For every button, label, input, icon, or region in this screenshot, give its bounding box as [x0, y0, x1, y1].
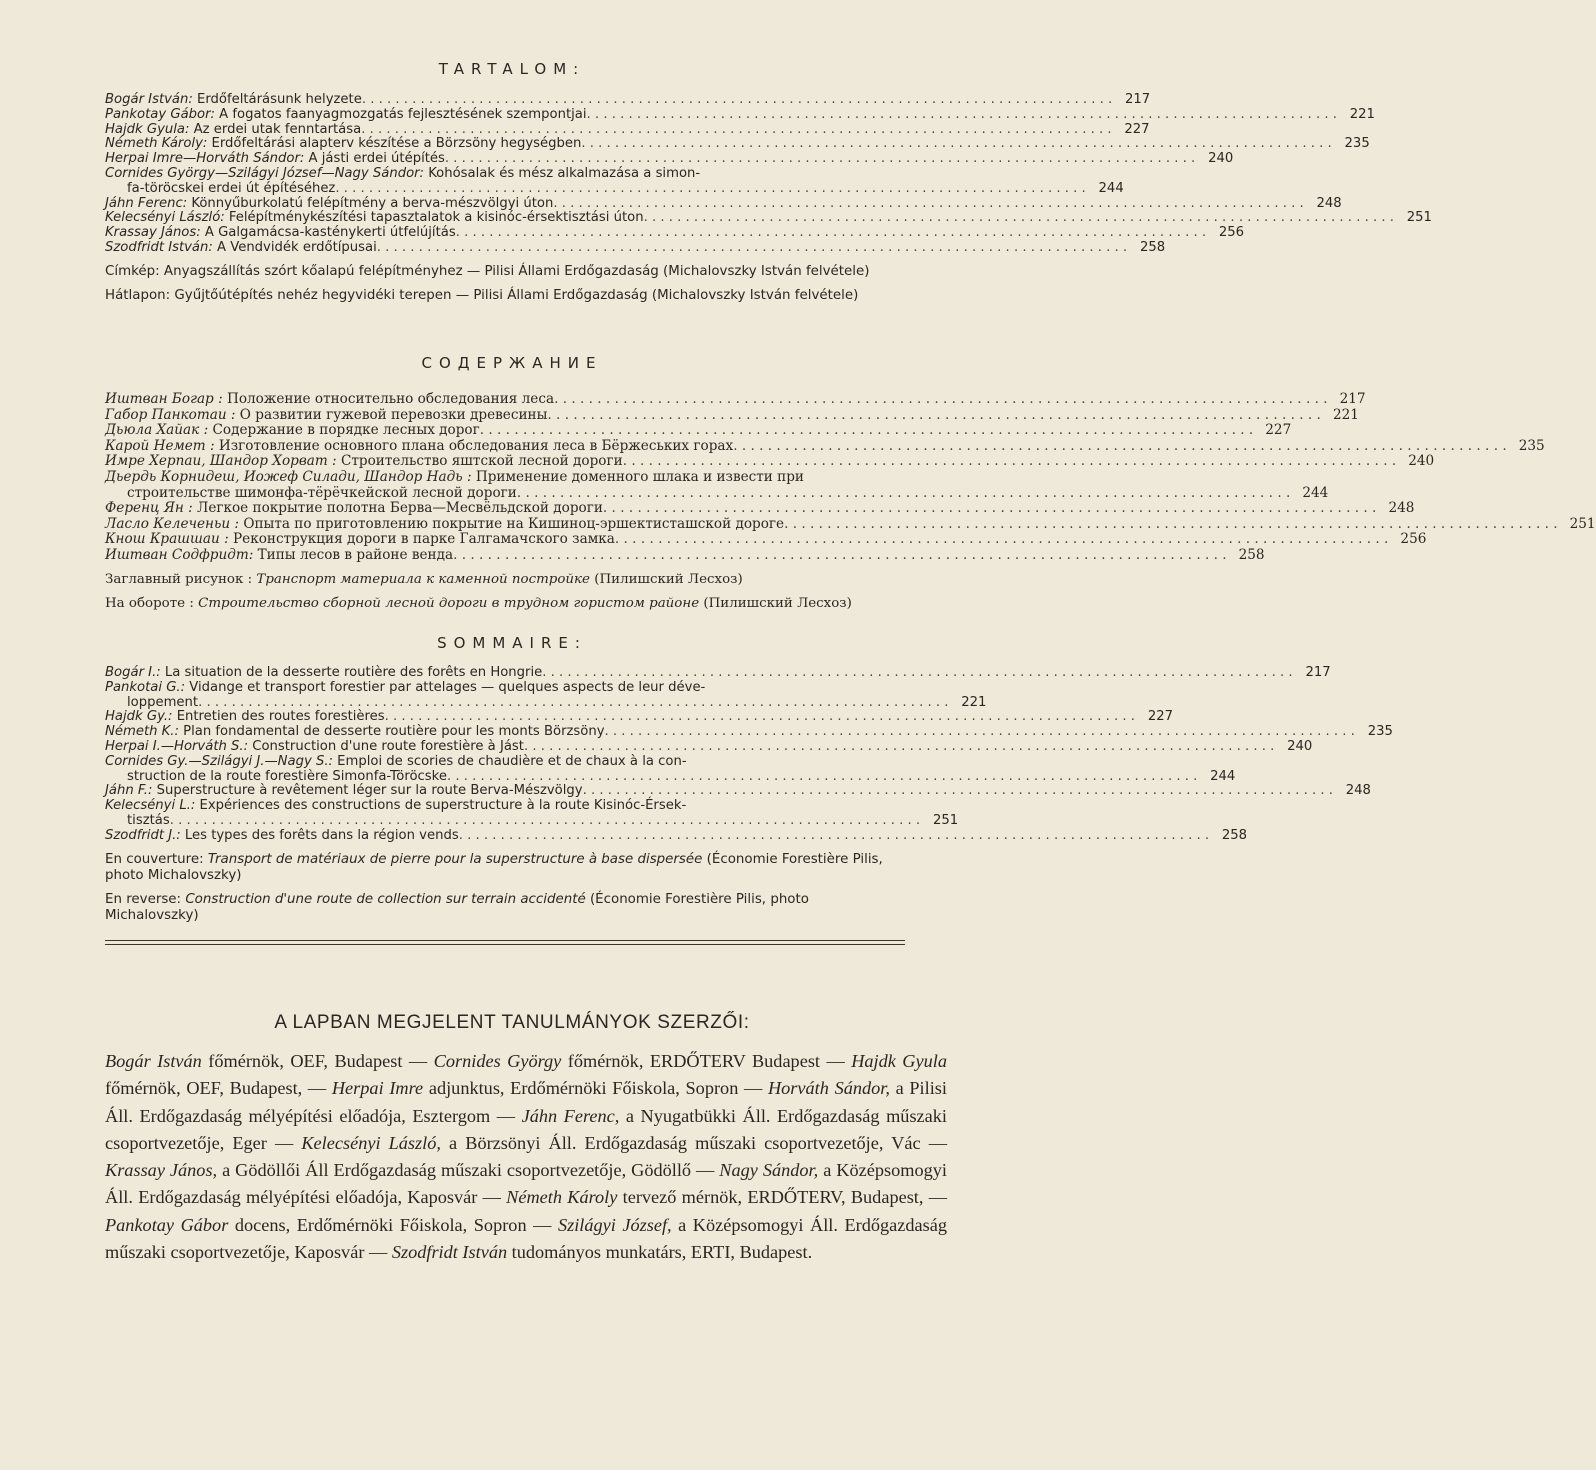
- toc-page-number: 240: [1408, 453, 1435, 470]
- toc-entry-author: Pankotai G.:: [105, 679, 186, 695]
- toc-entry-title: Vidange et transport forestier par attelages — quelques aspects de leur déve-: [185, 679, 706, 695]
- toc-entry-title: О развитии гужевой перевозки древесины: [235, 406, 548, 423]
- toc-entry-text: [105, 784, 583, 799]
- toc-entry-text: [105, 470, 905, 486]
- cover-caption-title: Транспорт материала к каменной постройке: [256, 571, 590, 587]
- author-name: Bogár István: [105, 1051, 202, 1071]
- toc-entry-line: [105, 709, 1173, 725]
- toc-entry-author: Cornides Gy.—Szilágyi J.—Nagy S.:: [105, 753, 333, 769]
- toc-entry-line: [105, 681, 905, 696]
- toc-page-number: 235: [1344, 136, 1370, 152]
- toc-entry-author: Bogár I.:: [105, 665, 161, 680]
- toc-entry-author: Иштван Содфридт:: [105, 546, 254, 563]
- toc-entry-title: Kohósalak és mész alkalmazása a simon-: [424, 165, 701, 181]
- authors-heading: A LAPBAN MEGJELENT TANULMÁNYOK SZERZŐI:: [274, 1012, 750, 1033]
- toc-entry: [105, 151, 1234, 167]
- toc-leader-dots: . . . . . . . . . . . . . . . . . . . . . . . . . . . . . . . . . . . . . . . . . . . . . . . . . . . . . . . . . . . . . . . . . . . . . . . . . . . . . . . . . . . . . . . . . .: [553, 195, 1304, 211]
- toc-entry: [105, 453, 1435, 470]
- toc-entry-continuation: строительстве шимонфа-тёрёчкейской лесной дороги: [127, 484, 517, 501]
- toc-entry-continuation: struction de la route forestière Simonfa-Töröcske: [127, 768, 447, 784]
- toc-entry-text: [105, 423, 480, 439]
- toc-entry-line: [105, 406, 1359, 424]
- toc-page-number: 235: [1518, 437, 1545, 454]
- toc-page-number: 251: [932, 812, 959, 828]
- toc-entry-text: [105, 408, 547, 424]
- toc-leader-dots: . . . . . . . . . . . . . . . . . . . . . . . . . . . . . . . . . . . . . . . . . . . . . . . . . . . . . . . . . . . . . . . . . . . . . . . . . . . . . . . . . . . . . . . . . .: [453, 546, 1227, 563]
- toc-entry-author: Szodfridt István:: [105, 239, 213, 255]
- toc-heading-hungarian: TARTALOM:: [438, 60, 586, 78]
- toc-entry-title: Könnyűburkolatú felépítmény a berva-mészvölgyi úton: [187, 195, 554, 211]
- toc-entry-title: Реконструкция дороги в парке Галгамачского замка: [228, 531, 615, 548]
- toc-leader-dots: . . . . . . . . . . . . . . . . . . . . . . . . . . . . . . . . . . . . . . . . . . . . . . . . . . . . . . . . . . . . . . . . . . . . . . . . . . . . . . . . . . . . . . . . . .: [455, 225, 1207, 241]
- toc-entry-title: Superstructure à revêtement léger sur la route Berva-Mészvölgy: [152, 783, 583, 799]
- toc-leader-dots: . . . . . . . . . . . . . . . . . . . . . . . . . . . . . . . . . . . . . . . . . . . . . . . . . . . . . . . . . . . . . . . . . . . . . . . . . . . . . . . . . . . . . . . . . .: [198, 694, 949, 710]
- back-caption-label: Hátlapon:: [105, 287, 171, 303]
- toc-page-number: 240: [1287, 738, 1313, 754]
- toc-page-number: 221: [961, 694, 987, 710]
- toc-page-number: 217: [1339, 391, 1366, 407]
- toc-page-number: 217: [1125, 92, 1151, 107]
- toc-entry-continuation: tisztás: [127, 812, 170, 828]
- toc-entry-title: A Galgamácsa-kasténykerti útfelújítás: [200, 225, 456, 241]
- author-affiliation: tudományos munkatárs, ERTI, Budapest.: [507, 1242, 813, 1263]
- toc-entry-text: [105, 681, 905, 696]
- toc-leader-dots: . . . . . . . . . . . . . . . . . . . . . . . . . . . . . . . . . . . . . . . . . . . . . . . . . . . . . . . . . . . . . . . . . . . . . . . . . . . . . . . . . . . . . . . . . .: [516, 484, 1291, 501]
- toc-entry: [105, 165, 1124, 197]
- toc-page-number: 244: [1302, 484, 1329, 501]
- cover-caption-label: En couverture:: [105, 851, 204, 867]
- author-affiliation: adjunktus, Erdőmérnöki Főiskola, Sopron —: [423, 1078, 768, 1099]
- toc-entry-text: [105, 108, 587, 123]
- back-caption: [105, 892, 905, 924]
- toc-entry-author: Кнош Крашшаи :: [105, 531, 229, 548]
- toc-page-number: 240: [1208, 151, 1234, 167]
- toc-entry-continuation: fa-töröcskei erdei út építéséhez: [127, 180, 336, 196]
- back-caption: [105, 596, 905, 612]
- toc-entry-title: Содержание в порядке лесных дорог: [208, 422, 480, 439]
- toc-entry-text: [105, 392, 554, 408]
- toc-entry-author: Дьердь Корнидеш, Иожеф Силади, Шандор Надь :: [105, 468, 472, 485]
- toc-entry-line: [105, 500, 1415, 517]
- toc-entry-title: A Vendvidék erdőtípusai: [212, 239, 377, 255]
- author-name: Kelecsényi László,: [301, 1132, 441, 1153]
- toc-entry-author: Bogár István:: [105, 92, 193, 107]
- toc-entry-author: Jáhn F.:: [105, 783, 153, 799]
- toc-entry-line: [105, 180, 1124, 197]
- author-affiliation: a Középsomogyi Áll. Erdőgazdaság mélyépítési előadója, Kaposvár —: [105, 1160, 947, 1208]
- toc-leader-dots: . . . . . . . . . . . . . . . . . . . . . . . . . . . . . . . . . . . . . . . . . . . . . . . . . . . . . . . . . . . . . . . . . . . . . . . . . . . . . . . . . . . . . . . . . .: [458, 827, 1210, 843]
- toc-entry-line: [105, 484, 1329, 502]
- toc-entry-title: Expériences des constructions de superstructure à la route Kisinóc-Érsek-: [195, 798, 687, 814]
- toc-page-number: 258: [1221, 827, 1248, 843]
- toc-entry: [105, 437, 1545, 455]
- toc-entry-text: [105, 439, 733, 455]
- back-caption-label: На обороте :: [105, 595, 194, 611]
- toc-entry: [105, 391, 1366, 408]
- toc-page-number: 258: [1139, 239, 1166, 255]
- toc-entry: [105, 239, 1166, 256]
- toc-entry: [105, 422, 1292, 439]
- toc-page-number: 251: [1569, 515, 1596, 532]
- back-caption-title: Construction d'une route de collection sur terrain accidenté: [185, 891, 586, 907]
- toc-entry: [105, 679, 987, 711]
- toc-entry-author: Krassay János:: [105, 225, 201, 241]
- toc-entry-line: [105, 799, 905, 814]
- toc-entry: [105, 709, 1173, 725]
- toc-entry-line: [105, 225, 1245, 241]
- toc-entry: [105, 468, 1329, 501]
- toc-entry-line: [105, 783, 1371, 799]
- toc-entry-author: Карой Немет :: [105, 437, 215, 454]
- toc-leader-dots: . . . . . . . . . . . . . . . . . . . . . . . . . . . . . . . . . . . . . . . . . . . . . . . . . . . . . . . . . . . . . . . . . . . . . . . . . . . . . . . . . . . . . . . . . .: [444, 151, 1196, 167]
- toc-entry-title: Строительство яштской лесной дороги: [336, 453, 623, 470]
- author-name: Krassay János,: [105, 1160, 218, 1181]
- toc-entry: [105, 106, 1375, 123]
- toc-leader-dots: . . . . . . . . . . . . . . . . . . . . . . . . . . . . . . . . . . . . . . . . . . . . . . . . . . . . . . . . . . . . . . . . . . . . . . . . . . . . . . . . . . . . . . . . . .: [622, 453, 1397, 470]
- toc-entry-author: Szodfridt J.:: [105, 827, 181, 843]
- toc-page-number: 221: [1349, 106, 1375, 122]
- toc-page-number: 256: [1400, 531, 1427, 548]
- toc-entry-title: A fogatos faanyagmozgatás fejlesztésének szempontjai: [214, 106, 587, 122]
- toc-page-number: 217: [1305, 665, 1331, 680]
- toc-entry-text: [105, 548, 453, 564]
- toc-entry-line: [105, 210, 1432, 226]
- toc-leader-dots: . . . . . . . . . . . . . . . . . . . . . . . . . . . . . . . . . . . . . . . . . . . . . . . . . . . . . . . . . . . . . . . . . . . . . . . . . . . . . . . . . . . . . . . . . .: [604, 724, 1355, 740]
- toc-entry-text: [105, 167, 905, 182]
- back-caption-credit: (Пилишский Лесхоз): [703, 595, 852, 611]
- toc-entry-text: [105, 710, 385, 725]
- back-caption-text: Gyűjtőútépítés nehéz hegyvidéki terepen — Pilisi Állami Erdőgazdaság (Michalovszky István felvétele): [174, 287, 859, 303]
- toc-entry-title: Положение относительно обследования леса: [222, 391, 555, 407]
- toc-french: [105, 665, 1393, 924]
- author-name: Németh Károly: [506, 1187, 618, 1208]
- toc-entry: [105, 210, 1432, 226]
- toc-entry-line: [105, 151, 1234, 167]
- toc-entry-title: Construction d'une route forestière à Jást: [248, 738, 524, 754]
- toc-entry: [105, 406, 1359, 424]
- toc-entry: [105, 783, 1371, 799]
- author-name: Pankotay Gábor: [105, 1214, 229, 1235]
- toc-entry-text: [105, 755, 905, 770]
- author-affiliation: a Börzsönyi Áll. Erdőgazdaság műszaki csoportvezetője, Vác —: [440, 1132, 948, 1153]
- toc-page-number: 227: [1124, 121, 1150, 137]
- back-caption-credit: (Économie Forestière Pilis, photo Michalovszky): [105, 891, 809, 923]
- toc-entry-line: [105, 239, 1166, 256]
- toc-entry-line: [105, 167, 905, 182]
- toc-entry-title: A jásti erdei útépítés: [304, 151, 445, 167]
- author-name: Herpai Imre: [331, 1078, 424, 1099]
- author-affiliation: a Középsomogyi Áll. Erdőgazdaság műszaki csoportvezetője, Kaposvár —: [105, 1214, 947, 1263]
- toc-leader-dots: . . . . . . . . . . . . . . . . . . . . . . . . . . . . . . . . . . . . . . . . . . . . . . . . . . . . . . . . . . . . . . . . . . . . . . . . . . . . . . . . . . . . . . . . . .: [361, 121, 1112, 137]
- toc-heading-french: SOMMAIRE:: [437, 634, 587, 652]
- toc-page-number: 235: [1367, 724, 1393, 740]
- toc-entry-text: [105, 152, 445, 167]
- toc-leader-dots: . . . . . . . . . . . . . . . . . . . . . . . . . . . . . . . . . . . . . . . . . . . . . . . . . . . . . . . . . . . . . . . . . . . . . . . . . . . . . . . . . . . . . . . . . .: [376, 239, 1128, 255]
- toc-entry: [105, 225, 1245, 241]
- toc-leader-dots: . . . . . . . . . . . . . . . . . . . . . . . . . . . . . . . . . . . . . . . . . . . . . . . . . . . . . . . . . . . . . . . . . . . . . . . . . . . . . . . . . . . . . . . . . .: [554, 391, 1328, 407]
- toc-entry-text: [105, 454, 623, 470]
- toc-entry-text: [105, 799, 905, 814]
- toc-entry-text: [105, 211, 644, 226]
- toc-page-number: 244: [1098, 180, 1124, 196]
- toc-page-number: 227: [1147, 709, 1173, 725]
- toc-entry: [105, 136, 1370, 152]
- back-caption-title: Строительство сборной лесной дороги в трудном гористом районе: [198, 595, 700, 611]
- toc-entry-continuation: loppement: [127, 694, 199, 710]
- toc-entry-line: [105, 755, 905, 770]
- toc-entry-author: Hajdk Gy.:: [105, 709, 173, 725]
- toc-entry-title: Plan fondamental de desserte routière pour les monts Börzsöny: [178, 724, 605, 740]
- cover-caption-label: Címkép:: [105, 263, 160, 279]
- toc-entry-title: Типы лесов в районе венда: [253, 546, 454, 563]
- toc-entry-title: Entretien des routes forestières: [172, 709, 385, 725]
- toc-entry-text: [105, 740, 524, 755]
- toc-page-number: 251: [1406, 210, 1432, 226]
- toc-entry-author: Kelecsényi L.:: [105, 798, 196, 814]
- toc-entry-author: Габор Панкотаи :: [105, 406, 236, 423]
- toc-entry-title: La situation de la desserte routière des forêts en Hongrie: [160, 665, 543, 680]
- toc-leader-dots: . . . . . . . . . . . . . . . . . . . . . . . . . . . . . . . . . . . . . . . . . . . . . . . . . . . . . . . . . . . . . . . . . . . . . . . . . . . . . . . . . . . . . . . . . .: [523, 738, 1275, 754]
- toc-leader-dots: . . . . . . . . . . . . . . . . . . . . . . . . . . . . . . . . . . . . . . . . . . . . . . . . . . . . . . . . . . . . . . . . . . . . . . . . . . . . . . . . . . . . . . . . . .: [446, 768, 1198, 784]
- author-affiliation: a Gödöllői Áll Erdőgazdaság műszaki csoportvezetője, Gödöllő —: [217, 1160, 720, 1181]
- divider-rule: [105, 940, 905, 941]
- toc-entry-text: [105, 666, 542, 681]
- toc-entry-text: [105, 93, 362, 108]
- toc-entry: [105, 92, 1151, 108]
- cover-caption-credit: (Пилишский Лесхоз): [594, 571, 743, 587]
- toc-leader-dots: . . . . . . . . . . . . . . . . . . . . . . . . . . . . . . . . . . . . . . . . . . . . . . . . . . . . . . . . . . . . . . . . . . . . . . . . . . . . . . . . . . . . . . . . . .: [361, 92, 1113, 107]
- toc-leader-dots: . . . . . . . . . . . . . . . . . . . . . . . . . . . . . . . . . . . . . . . . . . . . . . . . . . . . . . . . . . . . . . . . . . . . . . . . . . . . . . . . . . . . . . . . . .: [784, 515, 1558, 532]
- author-affiliation: a Nyugatbükki Áll. Erdőgazdaság műszaki csoportvezetője, Eger —: [105, 1105, 948, 1153]
- toc-entry-author: Имре Херпаи, Шандор Хорват :: [105, 453, 337, 470]
- toc-entry: [105, 798, 959, 829]
- toc-entry: [105, 738, 1313, 755]
- toc-entry: [105, 515, 1596, 533]
- toc-page-number: 244: [1210, 768, 1236, 784]
- toc-entry-line: [105, 470, 905, 486]
- author-name: Jáhn Ferenc,: [521, 1105, 620, 1126]
- toc-page-number: 258: [1238, 546, 1265, 563]
- toc-entry-text: [105, 137, 581, 152]
- toc-leader-dots: . . . . . . . . . . . . . . . . . . . . . . . . . . . . . . . . . . . . . . . . . . . . . . . . . . . . . . . . . . . . . . . . . . . . . . . . . . . . . . . . . . . . . . . . . .: [335, 180, 1086, 196]
- toc-entry-title: Erdőfeltárási alapterv készítése a Börzsöny hegységben: [207, 136, 582, 152]
- author-affiliation: a Pilisi Áll. Erdőgazdaság mélyépítési előadója, Esztergom —: [105, 1078, 947, 1126]
- cover-caption-title: Transport de matériaux de pierre pour la superstructure à base dispersée: [207, 851, 703, 867]
- toc-entry-title: Опыта по приготовлению покрытие на Кишиноц-эршектисташской дороге: [239, 515, 785, 532]
- toc-entry-title: Легкое покрытие полотна Берва—Месвёльдской дороги: [192, 500, 603, 517]
- toc-entry-author: Ласло Келеченьи :: [105, 515, 239, 532]
- toc-leader-dots: . . . . . . . . . . . . . . . . . . . . . . . . . . . . . . . . . . . . . . . . . . . . . . . . . . . . . . . . . . . . . . . . . . . . . . . . . . . . . . . . . . . . . . . . . .: [733, 437, 1507, 454]
- toc-entry-line: [105, 531, 1427, 548]
- author-affiliation: tervező mérnök, ERDŐTERV, Budapest, —: [617, 1187, 948, 1208]
- divider-rule: [105, 944, 905, 945]
- author-affiliation: docens, Erdőmérnöki Főiskola, Sopron —: [228, 1214, 558, 1235]
- toc-entry-line: [105, 546, 1265, 564]
- toc-entry-title: Erdőfeltárásunk helyzete: [192, 92, 362, 107]
- toc-entry-title: Изготовление основного плана обследования леса в Бёржеських горах: [214, 437, 734, 454]
- toc-entry-line: [105, 437, 1545, 455]
- toc-page-number: 221: [1332, 406, 1359, 423]
- author-affiliation: főmérnök, OEF, Budapest, —: [105, 1078, 332, 1099]
- toc-entry-author: Hajdk Gyula:: [105, 121, 190, 137]
- toc-entry-title: Az erdei utak fenntartása: [189, 121, 362, 137]
- toc-entry-line: [105, 812, 959, 829]
- toc-entry-line: [105, 515, 1596, 533]
- toc-entry-author: Németh Károly:: [105, 136, 208, 152]
- toc-entry: [105, 827, 1248, 844]
- toc-entry-author: Kelecsényi László:: [105, 210, 225, 226]
- author-affiliation: főmérnök, OEF, Budapest —: [201, 1051, 434, 1071]
- toc-page-number: 248: [1316, 195, 1342, 211]
- toc-entry-line: [105, 391, 1366, 408]
- toc-entry-author: Дьюла Хайак :: [105, 422, 209, 439]
- toc-entry-title: Les types des forêts dans la région vends: [180, 827, 459, 843]
- toc-entry: [105, 546, 1265, 564]
- toc-entry-author: Pankotay Gábor:: [105, 106, 215, 122]
- toc-entry-line: [105, 453, 1435, 470]
- authors-paragraph: [105, 1048, 947, 1266]
- toc-leader-dots: . . . . . . . . . . . . . . . . . . . . . . . . . . . . . . . . . . . . . . . . . . . . . . . . . . . . . . . . . . . . . . . . . . . . . . . . . . . . . . . . . . . . . . . . . .: [169, 812, 921, 828]
- toc-page-number: 256: [1218, 225, 1245, 241]
- toc-page-number: 248: [1345, 783, 1371, 799]
- toc-leader-dots: . . . . . . . . . . . . . . . . . . . . . . . . . . . . . . . . . . . . . . . . . . . . . . . . . . . . . . . . . . . . . . . . . . . . . . . . . . . . . . . . . . . . . . . . . .: [547, 406, 1321, 423]
- toc-entry-text: [105, 241, 377, 256]
- cover-caption: [105, 572, 905, 588]
- toc-leader-dots: . . . . . . . . . . . . . . . . . . . . . . . . . . . . . . . . . . . . . . . . . . . . . . . . . . . . . . . . . . . . . . . . . . . . . . . . . . . . . . . . . . . . . . . . . .: [602, 500, 1377, 517]
- toc-entry: [105, 753, 1236, 785]
- toc-entry: [105, 665, 1331, 681]
- toc-entry: [105, 531, 1427, 548]
- toc-entry-author: Herpai I.—Horváth S.:: [105, 738, 249, 754]
- back-caption-label: En reverse:: [105, 891, 182, 907]
- toc-entry-title: Felépítménykészítési tapasztalatok a kisinóc-érsektisztási úton: [224, 210, 644, 226]
- toc-entry-author: Cornides György—Szilágyi József—Nagy Sándor:: [105, 165, 424, 181]
- toc-entry-text: [105, 725, 605, 740]
- toc-entry-line: [105, 106, 1375, 123]
- toc-entry-line: [105, 136, 1370, 152]
- author-name: Szilágyi József,: [557, 1214, 672, 1235]
- toc-leader-dots: . . . . . . . . . . . . . . . . . . . . . . . . . . . . . . . . . . . . . . . . . . . . . . . . . . . . . . . . . . . . . . . . . . . . . . . . . . . . . . . . . . . . . . . . . .: [582, 783, 1333, 799]
- toc-leader-dots: . . . . . . . . . . . . . . . . . . . . . . . . . . . . . . . . . . . . . . . . . . . . . . . . . . . . . . . . . . . . . . . . . . . . . . . . . . . . . . . . . . . . . . . . . .: [581, 136, 1332, 152]
- toc-entry-author: Németh K.:: [105, 724, 179, 740]
- toc-hungarian: [105, 92, 1432, 304]
- toc-entry-text: [105, 501, 603, 517]
- author-name: Cornides György: [433, 1051, 562, 1071]
- toc-entry-line: [105, 827, 1248, 844]
- cover-caption-label: Заглавный рисунок :: [105, 571, 253, 587]
- cover-caption-text: Anyagszállítás szórt kőalapú felépítményhez — Pilisi Állami Erdőgazdaság (Michalovszky István felvétele): [163, 263, 870, 279]
- toc-entry-line: [105, 92, 1151, 108]
- author-name: Szodfridt István: [391, 1242, 508, 1263]
- toc-heading-russian: СОДЕРЖАНИЕ: [421, 354, 603, 372]
- toc-entry-text: [105, 517, 784, 533]
- toc-entry-line: [105, 724, 1393, 740]
- toc-russian: [105, 391, 1596, 612]
- toc-leader-dots: . . . . . . . . . . . . . . . . . . . . . . . . . . . . . . . . . . . . . . . . . . . . . . . . . . . . . . . . . . . . . . . . . . . . . . . . . . . . . . . . . . . . . . . . . .: [479, 422, 1254, 439]
- author-affiliation: főmérnök, ERDŐTERV Budapest —: [561, 1051, 852, 1071]
- toc-entry-line: [105, 422, 1292, 439]
- toc-entry-text: [105, 226, 456, 241]
- toc-entry-title: Применение доменного шлака и извести при: [471, 468, 804, 485]
- toc-entry-author: Иштван Богар :: [105, 391, 223, 407]
- cover-caption: [105, 852, 905, 884]
- toc-entry-author: Jáhn Ferenc:: [105, 195, 188, 211]
- toc-entry: [105, 724, 1393, 740]
- author-name: Nagy Sándor,: [719, 1160, 819, 1181]
- toc-entry-text: [105, 829, 459, 844]
- toc-leader-dots: . . . . . . . . . . . . . . . . . . . . . . . . . . . . . . . . . . . . . . . . . . . . . . . . . . . . . . . . . . . . . . . . . . . . . . . . . . . . . . . . . . . . . . . . . .: [542, 665, 1293, 680]
- toc-entry-author: Herpai Imre—Horváth Sándor:: [105, 151, 305, 167]
- toc-entry-line: [105, 738, 1313, 755]
- toc-entry-line: [105, 665, 1331, 681]
- toc-entry: [105, 500, 1415, 517]
- toc-page-number: 248: [1388, 500, 1415, 517]
- cover-caption-credit: (Économie Forestière Pilis, photo Michalovszky): [105, 851, 883, 883]
- back-caption: [105, 288, 905, 304]
- cover-caption: [105, 264, 905, 280]
- toc-entry-title: Emploi de scories de chaudière et de chaux à la con-: [332, 753, 687, 769]
- toc-leader-dots: . . . . . . . . . . . . . . . . . . . . . . . . . . . . . . . . . . . . . . . . . . . . . . . . . . . . . . . . . . . . . . . . . . . . . . . . . . . . . . . . . . . . . . . . . .: [614, 531, 1389, 548]
- author-name: Horváth Sándor,: [767, 1078, 890, 1099]
- toc-leader-dots: . . . . . . . . . . . . . . . . . . . . . . . . . . . . . . . . . . . . . . . . . . . . . . . . . . . . . . . . . . . . . . . . . . . . . . . . . . . . . . . . . . . . . . . . . .: [586, 106, 1337, 122]
- toc-page-number: 227: [1265, 422, 1292, 439]
- toc-entry-author: Ференц Ян :: [105, 500, 193, 517]
- author-name: Hajdk Gyula: [851, 1051, 947, 1071]
- toc-leader-dots: . . . . . . . . . . . . . . . . . . . . . . . . . . . . . . . . . . . . . . . . . . . . . . . . . . . . . . . . . . . . . . . . . . . . . . . . . . . . . . . . . . . . . . . . . .: [384, 709, 1135, 725]
- toc-leader-dots: . . . . . . . . . . . . . . . . . . . . . . . . . . . . . . . . . . . . . . . . . . . . . . . . . . . . . . . . . . . . . . . . . . . . . . . . . . . . . . . . . . . . . . . . . .: [643, 210, 1394, 226]
- toc-entry-text: [105, 532, 615, 548]
